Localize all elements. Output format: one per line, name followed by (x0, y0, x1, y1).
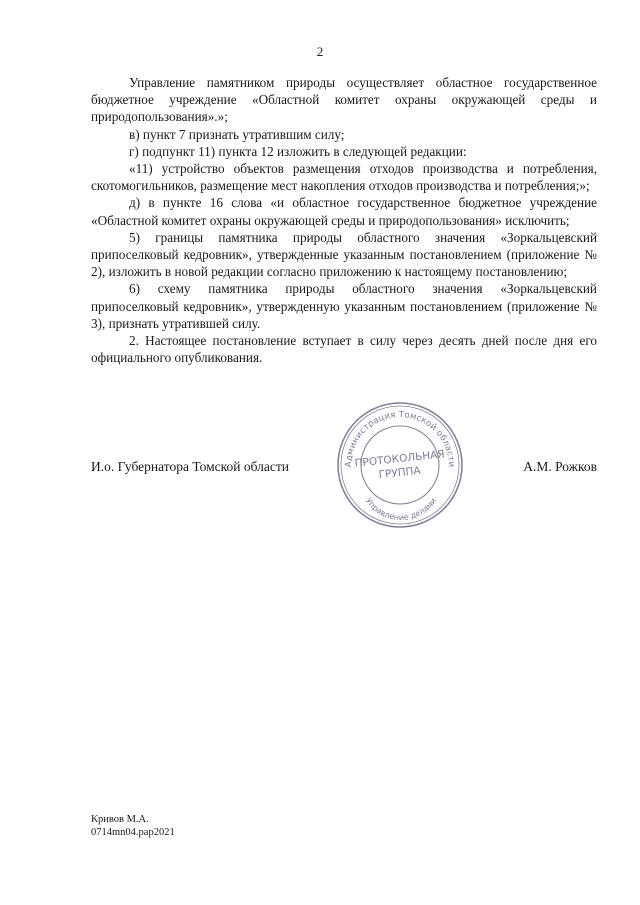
signer-title: И.о. Губернатора Томской области (91, 459, 289, 474)
stamp-bottom-text: Управление делами (363, 496, 439, 523)
stamp (335, 400, 465, 530)
footer-filename: 0714mn04.pap2021 (91, 827, 175, 838)
paragraph: д) в пункте 16 слова «и областное государственное бюджетное учреждение «Областной комитет охраны окружающей среды и природопользования» исключить; (91, 195, 597, 228)
stamp-line2: ГРУППА (378, 464, 422, 482)
paragraph: 5) границы памятника природы областного значения «Зоркальцевский припоселковый кедровник», утвержденные указанным постановлением (приложение № 2), изложить в новой редакции согласно приложению к настоящему постановлению; (91, 229, 597, 280)
document-body (91, 74, 597, 366)
paragraph: «11) устройство объектов размещения отходов производства и потребления, скотомогильников, размещение мест накопления отходов производства и потребления;»; (91, 161, 597, 194)
stamp-outer-text: Администрация Томской области (343, 409, 457, 468)
footer-author: Кривов М.А. (91, 814, 149, 825)
paragraph: Управление памятником природы осуществляет областное государственное бюджетное учреждение «Областной комитет охраны окружающей среды и природопользования».»; (91, 75, 597, 125)
signer-name: А.М. Рожков (523, 459, 597, 474)
document-footer (91, 813, 175, 839)
paragraph: г) подпункт 11) пункта 12 изложить в следующей редакции: (129, 143, 467, 159)
paragraph: в) пункт 7 признать утратившим силу; (129, 126, 345, 142)
paragraph: 2. Настоящее постановление вступает в силу через десять дней после дня его официального опубликования. (91, 333, 597, 366)
stamp-seal-icon (335, 400, 465, 530)
paragraph: 6) схему памятника природы областного значения «Зоркальцевский припоселковый кедровник», утвержденную указанным постановлением (приложение № 3), признать утратившей силу. (91, 281, 597, 331)
stamp-line1: ПРОТОКОЛЬНАЯ (354, 448, 446, 470)
page-number: 2 (316, 44, 324, 59)
